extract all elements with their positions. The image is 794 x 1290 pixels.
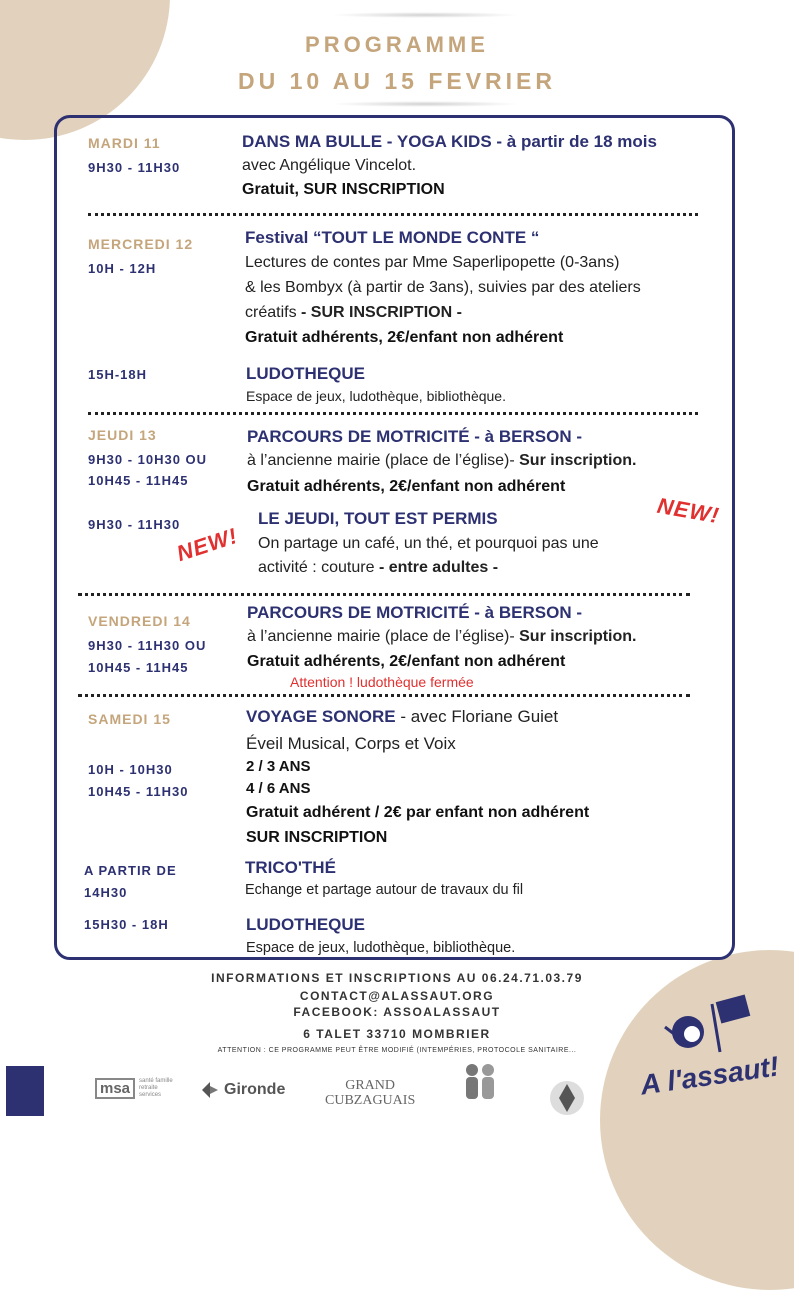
gironde-logo-icon [200, 1080, 220, 1100]
reaap-logo [450, 1062, 508, 1102]
motricite-price-jeudi: Gratuit adhérents, 2€/enfant non adhérent [247, 478, 566, 495]
footer-contact[interactable]: CONTACT@ALASSAUT.ORG [299, 989, 495, 1003]
voyage-sonore-price: Gratuit adhérent / 2€ par enfant non adhérent [246, 804, 590, 821]
voyage-sonore-inscription: SUR INSCRIPTION [246, 829, 388, 846]
time-jeudi-2: 10H45 - 11H45 [88, 473, 189, 488]
time-mardi: 9H30 - 11H30 [88, 160, 181, 175]
time-jeudi-1: 9H30 - 10H30 OU [88, 452, 208, 467]
festival-desc-2: & les Bombyx (à partir de 3ans), suivies par des ateliers [245, 279, 641, 296]
divider [78, 694, 690, 697]
alassaut-logo [630, 992, 780, 1112]
title-line-2: DU 10 AU 15 FEVRIER [238, 68, 556, 94]
event-tricothe: TRICO'THÉ [245, 858, 336, 877]
event-festival: Festival “TOUT LE MONDE CONTE “ [245, 228, 540, 247]
time-vendredi-2: 10H45 - 11H45 [88, 660, 189, 675]
ludotheque-desc-mercredi: Espace de jeux, ludothèque, bibliothèque. [246, 388, 506, 404]
day-jeudi: JEUDI 13 [88, 427, 157, 443]
time-ludotheque-mercredi: 15H-18H [88, 367, 148, 382]
grand-cubz-line1: GRAND [345, 1078, 395, 1093]
event-motricite-jeudi: PARCOURS DE MOTRICITÉ - à BERSON - [247, 427, 582, 446]
time-samedi-3b: 14H30 [84, 885, 128, 900]
event-ludotheque-samedi: LUDOTHEQUE [246, 915, 365, 934]
divider [88, 412, 698, 415]
alassaut-logo-text: A l'assaut! [638, 1050, 781, 1101]
grand-cubzaguais-logo [325, 1078, 415, 1108]
grey-circle-logo-icon [545, 1078, 589, 1118]
grand-cubz-line2: CUBZAGUAIS [325, 1093, 416, 1108]
title-line-1: PROGRAMME [305, 32, 489, 57]
jeudi-permis-desc-2: activité : couture - entre adultes - [258, 559, 499, 576]
time-samedi-1: 10H - 10H30 [88, 762, 173, 777]
event-motricite-vendredi: PARCOURS DE MOTRICITÉ - à BERSON - [247, 603, 582, 622]
event-ludotheque-mercredi: LUDOTHEQUE [246, 364, 365, 383]
time-samedi-4: 15H30 - 18H [84, 917, 169, 932]
voyage-sonore-sub: Éveil Musical, Corps et Voix [246, 734, 456, 753]
footer-info: INFORMATIONS ET INSCRIPTIONS AU 06.24.71.03.79 [211, 971, 583, 985]
event-yoga-note: Gratuit, SUR INSCRIPTION [242, 181, 445, 198]
title-shadow-top [330, 12, 520, 18]
caf-logo [6, 1066, 44, 1116]
gironde-logo-text: Gironde [224, 1081, 286, 1098]
day-samedi: SAMEDI 15 [88, 711, 171, 727]
festival-desc-1: Lectures de contes par Mme Saperlipopette (0-3ans) [245, 254, 620, 271]
tricothe-desc: Echange et partage autour de travaux du fil [245, 882, 524, 898]
ludotheque-closed-warning: Attention ! ludothèque fermée [290, 674, 474, 690]
footer-facebook[interactable]: FACEBOOK: ASSOALASSAUT [293, 1005, 501, 1019]
ludotheque-desc-samedi: Espace de jeux, ludothèque, bibliothèque. [246, 940, 516, 956]
gironde-logo [200, 1080, 285, 1100]
new-badge-right: NEW! [655, 492, 722, 529]
grey-circle-logo [545, 1078, 589, 1123]
footer-address: 6 TALET 33710 MOMBRIER [303, 1027, 491, 1041]
time-samedi-3a: A PARTIR DE [84, 863, 177, 878]
day-mardi: MARDI 11 [88, 135, 161, 151]
footer-warning: ATTENTION : CE PROGRAMME PEUT ÊTRE MODIFIÉ (INTEMPÉRIES, PROTOCOLE SANITAIRE... [217, 1047, 577, 1054]
event-voyage-sonore: VOYAGE SONORE - avec Floriane Guiet [246, 707, 559, 726]
time-jeudi-3: 9H30 - 11H30 [88, 517, 181, 532]
festival-desc-3: créatifs - SUR INSCRIPTION - [245, 304, 462, 321]
msa-logo-sub: santé famille retraite services [139, 1078, 173, 1098]
festival-price: Gratuit adhérents, 2€/enfant non adhérent [245, 329, 564, 346]
time-samedi-2: 10H45 - 11H30 [88, 784, 189, 799]
motricite-price-vendredi: Gratuit adhérents, 2€/enfant non adhérent [247, 653, 566, 670]
jeudi-permis-desc-1: On partage un café, un thé, et pourquoi pas une [258, 535, 599, 552]
new-badge-left: NEW! [173, 522, 241, 567]
time-mercredi: 10H - 12H [88, 261, 157, 276]
msa-logo [95, 1078, 179, 1099]
divider [88, 213, 698, 216]
divider [78, 593, 690, 596]
day-mercredi: MERCREDI 12 [88, 236, 194, 252]
reaap-logo-figures [450, 1062, 508, 1102]
event-jeudi-permis: LE JEUDI, TOUT EST PERMIS [258, 509, 498, 528]
event-yoga-kids: DANS MA BULLE - YOGA KIDS - à partir de 18 mois [242, 132, 657, 151]
day-vendredi: VENDREDI 14 [88, 613, 191, 629]
age-group-2: 4 / 6 ANS [246, 780, 311, 797]
motricite-place-vendredi: à l’ancienne mairie (place de l’église)- Sur inscription. [247, 628, 637, 645]
title-shadow-bottom [330, 101, 520, 107]
msa-logo-mark: msa [95, 1078, 135, 1099]
time-vendredi-1: 9H30 - 11H30 OU [88, 638, 207, 653]
motricite-place-jeudi: à l’ancienne mairie (place de l’église)- Sur inscription. [247, 452, 637, 469]
event-yoga-with: avec Angélique Vincelot. [242, 157, 417, 174]
age-group-1: 2 / 3 ANS [246, 758, 311, 775]
